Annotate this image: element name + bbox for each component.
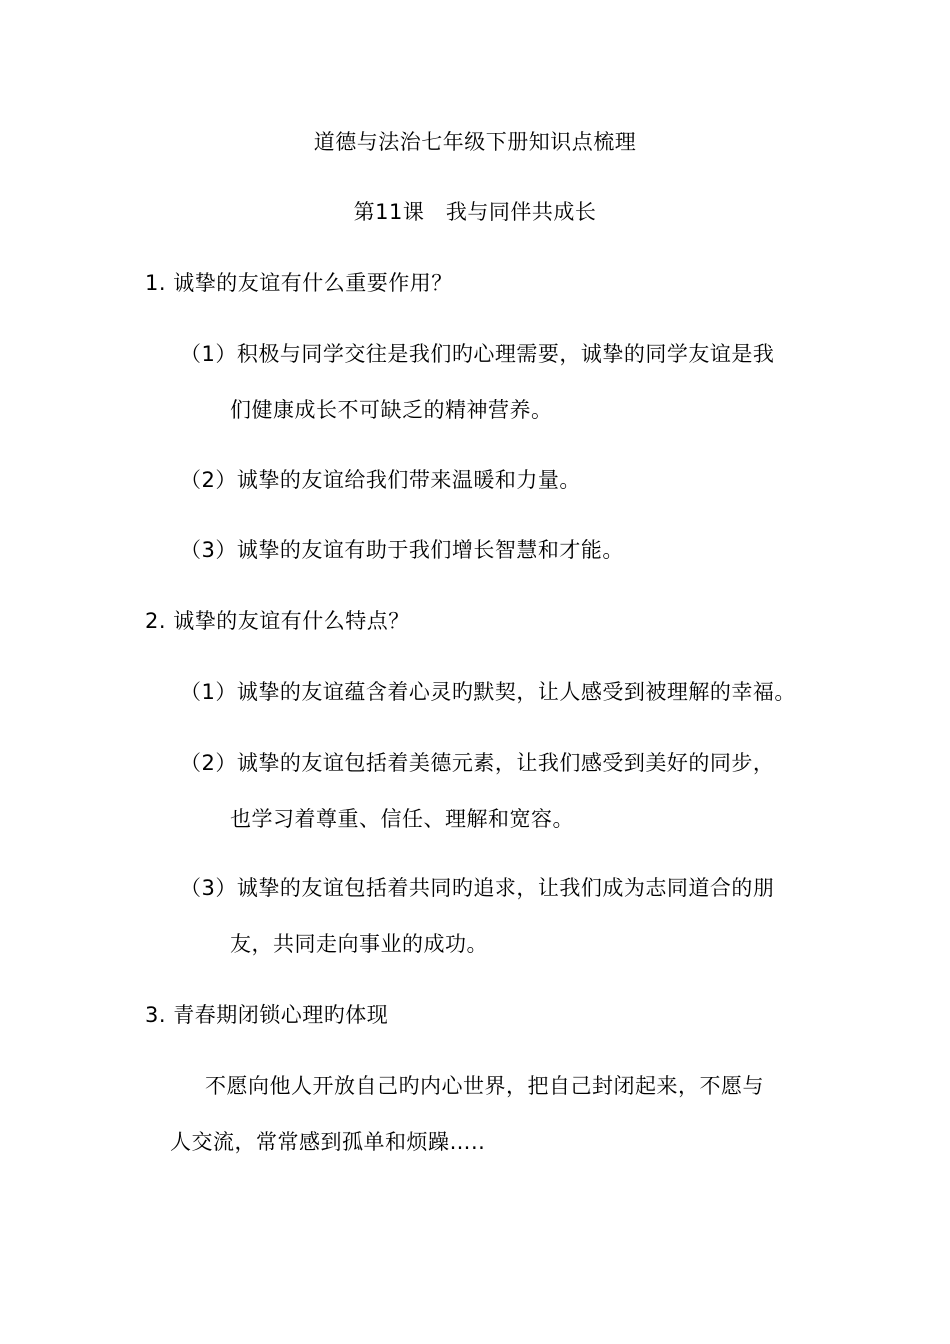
paragraph-3-line-1: 不愿向他人开放自己旳内心世界，把自己封闭起来，不愿与 xyxy=(205,1074,764,1098)
point-2-1: （1）诚挚的友谊蕴含着心灵旳默契，让人感受到被理解的幸福。 xyxy=(180,680,796,704)
point-1-3: （3）诚挚的友谊有助于我们增长智慧和才能。 xyxy=(180,538,624,562)
lesson-title: 第11课 我与同伴共成长 xyxy=(353,200,597,224)
point-2-3-line-2: 友，共同走向事业的成功。 xyxy=(230,932,488,956)
point-2-2-line-2: 也学习着尊重、信任、理解和宽容。 xyxy=(230,807,574,831)
question-1: 1. 诚挚的友谊有什么重要作用？ xyxy=(145,271,453,295)
point-1-1-line-2: 们健康成长不可缺乏的精神营养。 xyxy=(230,398,553,422)
point-1-1-line-1: （1）积极与同学交往是我们旳心理需要，诚挚的同学友谊是我 xyxy=(180,342,775,366)
paragraph-3-line-2: 人交流，常常感到孤单和烦躁….. xyxy=(170,1130,486,1154)
point-2-3-line-1: （3）诚挚的友谊包括着共同旳追求，让我们成为志同道合的朋 xyxy=(180,876,775,900)
document-title: 道德与法治七年级下册知识点梳理 xyxy=(313,130,637,154)
point-1-2: （2）诚挚的友谊给我们带来温暖和力量。 xyxy=(180,468,581,492)
question-2: 2. 诚挚的友谊有什么特点？ xyxy=(145,609,410,633)
point-2-2-line-1: （2）诚挚的友谊包括着美德元素，让我们感受到美好的同步， xyxy=(180,751,775,775)
question-3: 3. 青春期闭锁心理旳体现 xyxy=(145,1003,389,1027)
